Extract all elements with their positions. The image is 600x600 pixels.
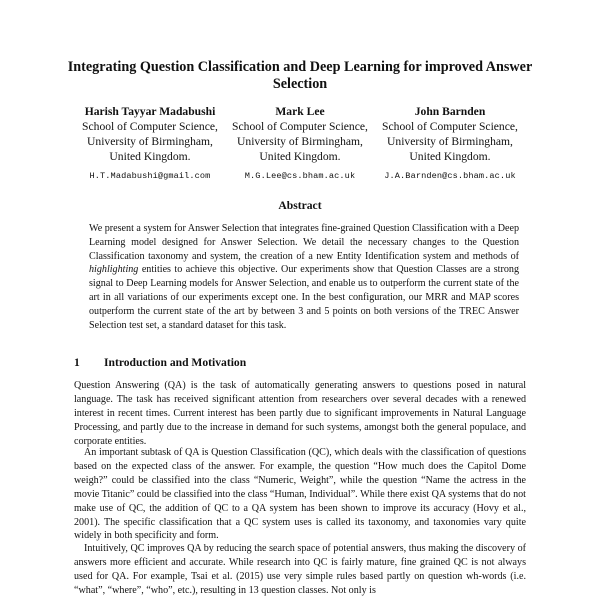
author-affiliation: United Kingdom. [109, 150, 191, 163]
author-affiliation: United Kingdom. [259, 150, 341, 163]
section-number: 1 [74, 356, 80, 369]
abstract-text: entities to achieve this objective. Our experiments show that Question Classes are a strong signal to Deep Learning models for Answer Selection, and enable us to outperform the current state of the art in all variations of our experiments except one. In the best configuration, our MRR and MAP scores outperform the current state of the art by between 3 and 5 points on both versions of the TREC Answer Selection test set, a standard dataset for this task. [89, 264, 519, 331]
author-affiliation: United Kingdom. [409, 150, 491, 163]
author-block [225, 104, 375, 184]
abstract-heading: Abstract [278, 199, 322, 212]
section-heading [74, 356, 246, 369]
author-name: Mark Lee [275, 105, 325, 118]
author-email: M.G.Lee@cs.bham.ac.uk [244, 171, 356, 181]
body-paragraph: Question Answering (QA) is the task of automatically generating answers to questions posed in natural language. The task has received significant attention from researchers over several decades with a renewed interest in recent times. Current interest has been partly due to significant improvements in Natural Language Processing, and partly due to the increase in demand for such systems, amongst both the general populace, and corporate entities. [74, 380, 526, 447]
author-block [375, 104, 525, 184]
author-block [75, 104, 225, 184]
body-paragraph: An important subtask of QA is Question Classification (QC), which deals with the classification of questions based on the expected class of the answer. For example, the question “How much does the Capitol Dome weigh?” could be classified into the class “Numeric, Weight”, while the question “Name the actress in the movie Titanic” could be classified into the class “Human, Individual”. While there exist QA systems that do not make use of QC, the addition of QC to a QA system has been shown to improve its accuracy (Hovy et al., 2001). The specific classification that a QC system uses is called its taxonomy, and taxonomies vary quite widely in both specificity and form. [74, 447, 526, 542]
abstract-italic-term: highlighting [89, 264, 139, 276]
author-affiliation: School of Computer Science, [382, 120, 518, 133]
author-affiliation: School of Computer Science, [82, 120, 218, 133]
author-email: J.A.Barnden@cs.bham.ac.uk [384, 171, 516, 181]
paper-title: Integrating Question Classification and Deep Learning for improved Answer Selection [67, 59, 533, 92]
author-name: John Barnden [414, 105, 486, 118]
author-affiliation: University of Birmingham, [387, 135, 513, 148]
author-affiliation: University of Birmingham, [87, 135, 213, 148]
author-name: Harish Tayyar Madabushi [84, 105, 216, 118]
author-affiliation: University of Birmingham, [237, 135, 363, 148]
abstract-body [89, 222, 519, 332]
body-paragraph: Intuitively, QC improves QA by reducing the search space of potential answers, thus making the discovery of answers more efficient and accurate. While research into QC is fairly mature, fine grained QC is not always used for QA. For example, Tsai et al. (2015) use very simple rules based partly on question wh-words (i.e. “what”, “where”, “who”, etc.), resulting in 13 question classes. Not only is [74, 543, 526, 596]
abstract-text: We present a system for Answer Selection that integrates fine-grained Question Classification with a Deep Learning model designed for Answer Selection. We detail the necessary changes to the Question Classification taxonomy and system, the creation of a new Entity Identification system and methods of [89, 223, 519, 262]
author-affiliation: School of Computer Science, [232, 120, 368, 133]
author-email: H.T.Madabushi@gmail.com [89, 171, 211, 181]
section-title: Introduction and Motivation [104, 356, 247, 369]
